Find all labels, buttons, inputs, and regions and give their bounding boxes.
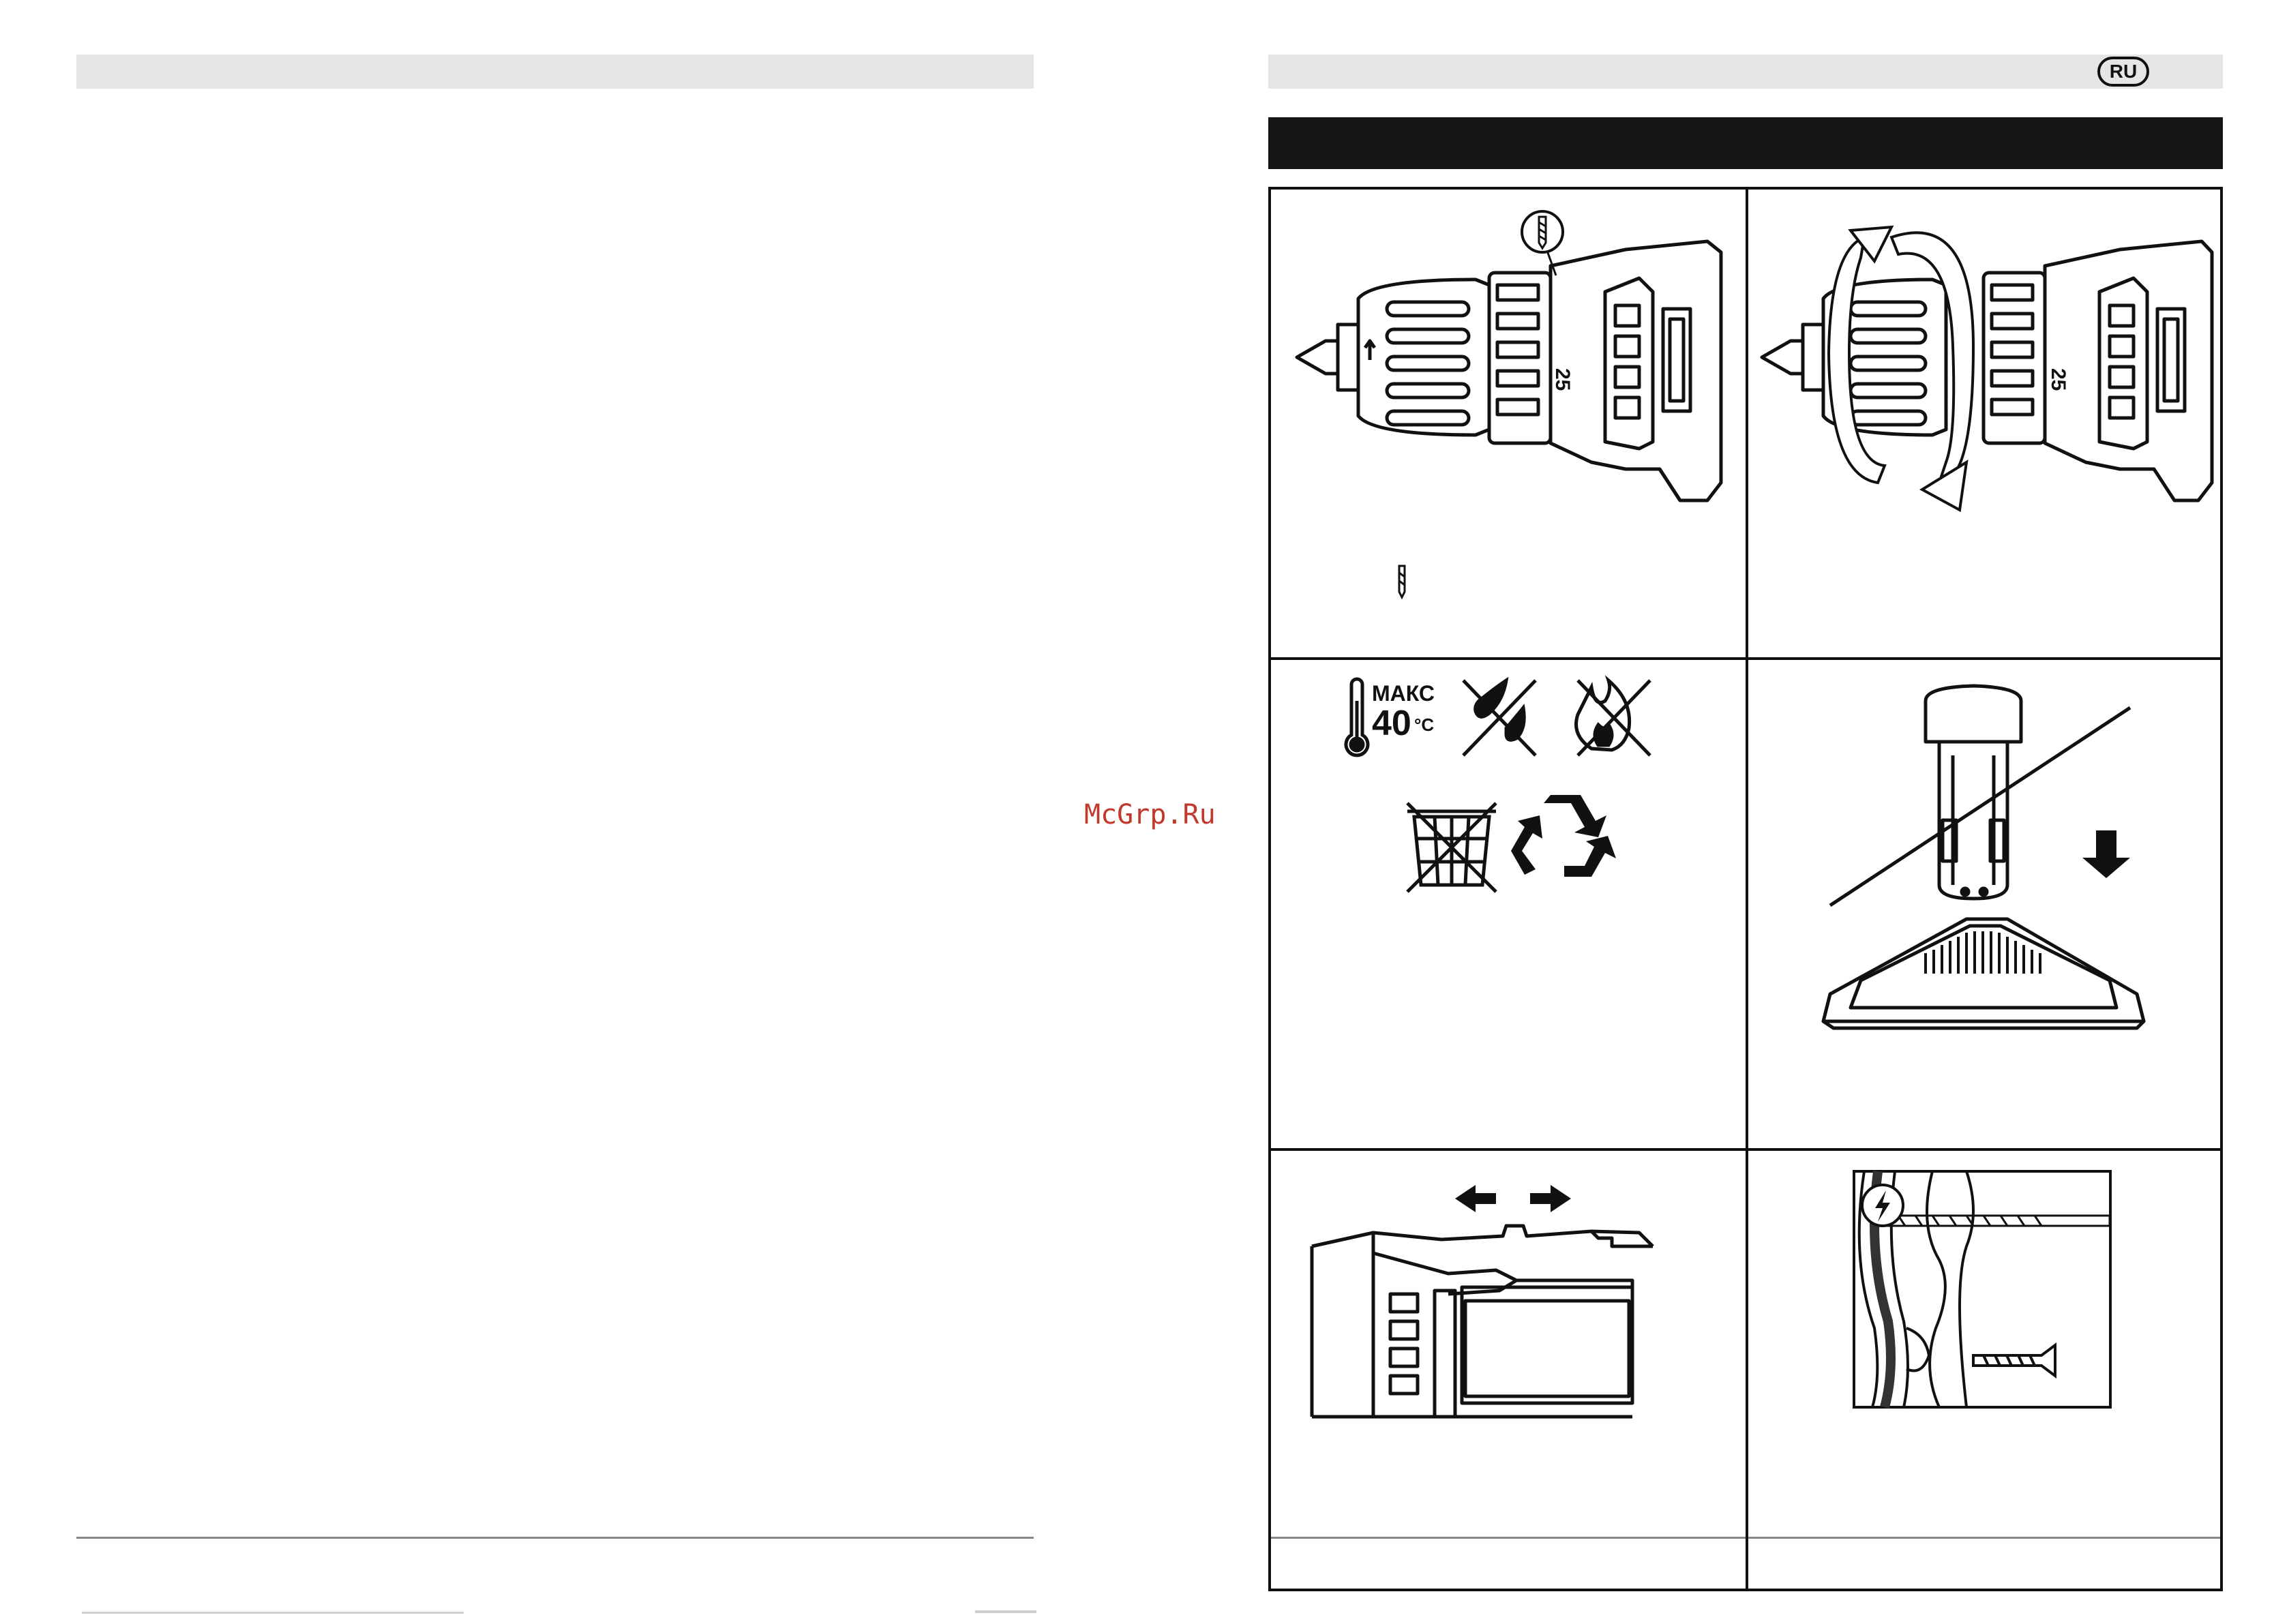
temp-unit: °C [1414, 715, 1435, 735]
panel-battery-safety [1271, 660, 1746, 1151]
drill-chuck-illustration [1271, 190, 1743, 657]
hidden-wire-illustration [1748, 1151, 2220, 1589]
screw-icon [1973, 1345, 2055, 1376]
panel-battery-charger [1746, 660, 2220, 1151]
battery-charger-illustration [1748, 660, 2220, 1148]
panel-drill-chuck-rotate [1746, 190, 2220, 660]
left-page-header-bar [76, 55, 1034, 89]
direction-arrows-icon [1455, 1185, 1571, 1212]
bottom-fragment-left [82, 1612, 464, 1614]
dial-number: 25 [2047, 368, 2069, 391]
right-page-header-bar [1268, 55, 2223, 89]
no-trash-bin-icon [1407, 803, 1496, 892]
panel-drill-chuck [1271, 190, 1746, 660]
section-title-banner [1268, 117, 2223, 169]
left-page-footer-line [76, 1537, 1034, 1539]
battery-safety-illustration [1271, 660, 1743, 1148]
thermometer-icon [1346, 679, 1368, 755]
down-arrow-icon [2082, 830, 2130, 878]
no-fire-icon [1576, 680, 1651, 755]
illustration-grid [1268, 187, 2223, 1591]
bottom-fragment-right [975, 1610, 1036, 1613]
recycle-icon [1511, 795, 1616, 877]
drill-bit-legend-icon [1399, 566, 1405, 597]
panel-direction-switch [1271, 1151, 1746, 1589]
panel-hidden-wire [1746, 1151, 2220, 1589]
direction-switch-illustration [1271, 1151, 1743, 1589]
temp-label: МАКС [1372, 681, 1435, 706]
drill-chuck-rotate-illustration [1748, 190, 2220, 657]
electric-hazard-icon [1862, 1185, 1903, 1226]
watermark: McGrp.Ru [1084, 799, 1216, 830]
temp-value: 40 [1372, 704, 1411, 743]
no-water-icon [1463, 680, 1536, 755]
dial-number: 25 [1551, 368, 1574, 391]
language-badge: RU [2097, 57, 2149, 87]
